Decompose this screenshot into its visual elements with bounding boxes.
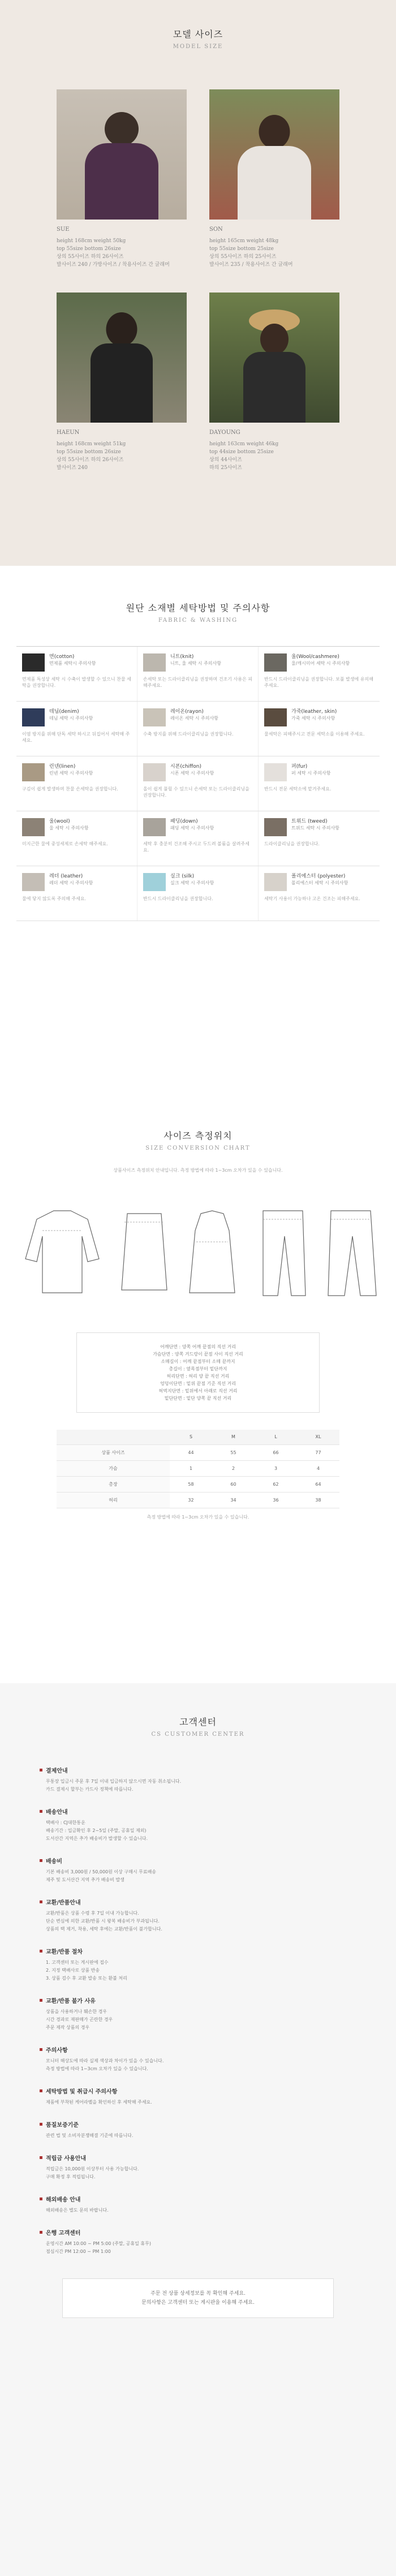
cs-item-heading: 적립금 사용안내 <box>46 2156 87 2162</box>
fabric-description: 세탁기 사용이 가능하나 고온 건조는 피해주세요. <box>264 896 360 901</box>
fabric-description: 올이 쉽게 풀릴 수 있으니 손세탁 또는 드라이클리닝을 권장합니다. <box>143 786 249 798</box>
fabric-name: 린넨(linen) <box>49 764 76 769</box>
fabric-swatch <box>264 763 287 781</box>
cs-list <box>40 1766 356 2256</box>
size-column-header: L <box>255 1430 297 1444</box>
cs-item-line: 기본 배송비 3,000원 / 50,000원 이상 구매시 무료배송 <box>46 1869 157 1874</box>
model-photo <box>57 89 187 220</box>
size-rule-line: 어깨단면 : 양쪽 어깨 끝점의 직선 거리 <box>160 1344 236 1349</box>
cs-item <box>40 2120 356 2140</box>
cs-section-title: 고객센터 <box>179 1717 217 1727</box>
fabric-cell <box>16 647 137 701</box>
cs-item-heading: 세탁방법 및 취급시 주의사항 <box>46 2089 118 2095</box>
fabric-swatch <box>143 653 166 672</box>
cs-item-line: 해외배송은 별도 문의 바랍니다. <box>46 2208 109 2213</box>
model-card <box>209 89 339 269</box>
fabric-cell <box>16 702 137 756</box>
fabric-subtitle: 울 세탁 시 주의사항 <box>49 825 89 831</box>
fabric-subtitle: 레더 세탁 시 주의사항 <box>49 880 93 885</box>
fabric-swatch <box>22 818 45 836</box>
bullet-icon <box>40 2156 42 2159</box>
cs-item <box>40 1996 356 2032</box>
cs-item-line: 제품에 부착된 케어라벨을 확인하신 후 세탁해 주세요. <box>46 2100 152 2105</box>
bullet-icon <box>40 2123 42 2126</box>
fabric-description: 반드시 드라이클리닝을 권장합니다. 보풀 발생에 유의해 주세요. <box>264 677 373 688</box>
fabric-subtitle: 울/캐시미어 세탁 시 주의사항 <box>291 661 350 666</box>
fabric-swatch <box>22 653 45 672</box>
fabric-section-subtitle: FABRIC & WASHING <box>158 617 238 623</box>
size-cell: 58 <box>170 1476 212 1492</box>
size-cell: 38 <box>297 1492 339 1508</box>
fabric-description: 수축 방지를 위해 드라이클리닝을 권장합니다. <box>143 732 234 737</box>
cs-item <box>40 2087 356 2106</box>
cs-section-subtitle: CS CUSTOMER CENTER <box>151 1731 245 1738</box>
size-table-row <box>57 1460 339 1476</box>
fabric-name: 퍼(fur) <box>291 764 308 769</box>
fabric-swatch <box>143 708 166 726</box>
fabric-name: 니트(knit) <box>170 654 194 660</box>
fabric-name: 데님(denim) <box>49 709 79 715</box>
fabric-description: 반드시 전문 세탁소에 맡겨주세요. <box>264 786 332 792</box>
fabric-name: 울(wool) <box>49 819 70 824</box>
size-note: 측정 방법에 따라 1~3cm 오차가 있을 수 있습니다. <box>147 1514 249 1520</box>
fabric-row <box>16 811 380 866</box>
cs-item-line: 점심시간 PM 12:00 ~ PM 1:00 <box>46 2249 111 2254</box>
cs-item <box>40 2228 356 2256</box>
cs-item-line: 택배사 : CJ대한통운 <box>46 1820 85 1825</box>
fabric-name: 면(cotton) <box>49 654 75 660</box>
size-table <box>57 1430 339 1508</box>
fabric-cell <box>259 756 380 811</box>
model-info: height 165cm weight 48kg top 55size bottom 25size 상의 55사이즈 하의 25사이즈 발사이즈 235 / 착용사이즈 간 글래머 <box>209 238 293 268</box>
model-info: height 163cm weight 46kg top 44size bottom 25size 상의 44사이즈 하의 25사이즈 <box>209 441 279 471</box>
fabric-description: 미지근한 물에 중성세제로 손세탁 해주세요. <box>22 841 108 846</box>
model-grid <box>57 89 339 472</box>
model-name: SON <box>209 226 223 233</box>
size-rule-line: 엉덩이단면 : 밑위 끝점 기준 직선 거리 <box>160 1381 236 1386</box>
cs-item <box>40 1898 356 1933</box>
model-info: height 168cm weight 50kg top 55size bottom 26size 상의 55사이즈 하의 26사이즈 발사이즈 240 / 가방사이즈 / 착용사이즈 간 글래머 <box>57 238 170 268</box>
size-cell: 66 <box>255 1444 297 1460</box>
cs-item-line: 적립금은 10,000원 이상부터 사용 가능합니다. <box>46 2166 139 2171</box>
fabric-swatch <box>143 818 166 836</box>
bullet-icon <box>40 1900 42 1903</box>
fabric-swatch <box>22 873 45 891</box>
cs-item <box>40 2195 356 2214</box>
cs-item-heading: 배송안내 <box>46 1809 68 1816</box>
cs-item-heading: 배송비 <box>46 1859 62 1865</box>
cs-item-line: 관련 법 및 소비자분쟁해결 기준에 따릅니다. <box>46 2133 134 2138</box>
size-cell: 32 <box>170 1492 212 1508</box>
size-cell: 3 <box>255 1460 297 1476</box>
fabric-subtitle: 트위드 세탁 시 주의사항 <box>291 825 339 831</box>
bullet-icon <box>40 2197 42 2200</box>
fabric-subtitle: 가죽 세탁 시 주의사항 <box>291 716 335 721</box>
fabric-swatch <box>22 763 45 781</box>
size-table-row <box>57 1476 339 1492</box>
size-rule-line: 총길이 : 옆목점부터 밑단까지 <box>169 1366 227 1371</box>
model-name: DAYOUNG <box>209 429 240 436</box>
fabric-cell <box>16 811 137 866</box>
fabric-description: 반드시 드라이클리닝을 권장합니다. <box>143 896 213 901</box>
size-cell: 1 <box>170 1460 212 1476</box>
model-info: height 168cm weight 51kg top 55size bottom 26size 상의 55사이즈 하의 26사이즈 발사이즈 240 <box>57 441 126 471</box>
cs-item-line: 측정 방법에 따라 1~3cm 오차가 있을 수 있습니다. <box>46 2066 148 2071</box>
fabric-cell <box>259 866 380 921</box>
fabric-cell <box>137 647 259 701</box>
garment-diagrams <box>14 1197 382 1310</box>
size-row-label: 허리 <box>57 1492 170 1508</box>
size-rules-box <box>76 1332 320 1413</box>
size-table-corner <box>57 1430 170 1444</box>
fabric-name: 패딩(down) <box>170 819 198 824</box>
size-cell: 55 <box>212 1444 255 1460</box>
model-card <box>57 89 187 269</box>
size-row-label: 총장 <box>57 1476 170 1492</box>
fabric-cell <box>259 811 380 866</box>
cs-item-line: 시간 경과로 재판매가 곤란한 경우 <box>46 2017 113 2022</box>
size-table-row <box>57 1492 339 1508</box>
size-cell: 77 <box>297 1444 339 1460</box>
fabric-cell <box>16 866 137 921</box>
cs-item-line: 무통장 입금시 주문 후 7일 이내 입금하지 않으시면 자동 취소됩니다. <box>46 1779 182 1784</box>
fabric-description: 물에 닿지 않도록 주의해 주세요. <box>22 896 87 901</box>
fabric-cell <box>137 702 259 756</box>
fabric-name: 실크 (silk) <box>170 874 195 879</box>
cs-item <box>40 2045 356 2073</box>
bullet-icon <box>40 1810 42 1813</box>
cs-item-line: 상품의 택 제거, 착용, 세탁 후에는 교환/반품이 불가합니다. <box>46 1926 162 1932</box>
cs-item <box>40 1807 356 1843</box>
model-size-section <box>0 0 396 566</box>
fabric-subtitle: 시폰 세탁 시 주의사항 <box>170 771 214 776</box>
fabric-swatch <box>264 818 287 836</box>
cs-item <box>40 2153 356 2181</box>
cs-section <box>0 1683 396 2576</box>
fabric-subtitle: 퍼 세탁 시 주의사항 <box>291 771 331 776</box>
fabric-description: 세탁 후 충분히 건조해 주시고 두드려 볼륨을 살려주세요. <box>143 841 249 853</box>
fabric-name: 가죽(leather, skin) <box>291 709 337 715</box>
size-column-header: S <box>170 1430 212 1444</box>
fabric-subtitle: 린넨 세탁 시 주의사항 <box>49 771 93 776</box>
size-cell: 64 <box>297 1476 339 1492</box>
size-table-row <box>57 1444 339 1460</box>
size-section-title: 사이즈 측정위치 <box>163 1130 233 1141</box>
fabric-description: 물세탁은 피해주시고 전문 세탁소를 이용해 주세요. <box>264 732 365 737</box>
cs-item-line: 1. 고객센터 또는 게시판에 접수 <box>46 1960 109 1965</box>
size-intro: 상품사이즈 측정위치 안내입니다. 측정 방법에 따라 1~3cm 오차가 있을 수 있습니다. <box>113 1168 283 1173</box>
bullet-icon <box>40 2089 42 2092</box>
cs-item-heading: 교환/반품안내 <box>46 1900 81 1906</box>
cs-item-line: 교환/반품은 상품 수령 후 7일 이내 가능합니다. <box>46 1911 139 1916</box>
size-cell: 34 <box>212 1492 255 1508</box>
cs-item-line: 배송기간 : 입금확인 후 2~5일 (주말, 공휴일 제외) <box>46 1828 147 1833</box>
model-section-subtitle: MODEL SIZE <box>173 44 223 50</box>
cs-item-line: 모니터 해상도에 따라 실제 색상과 차이가 있을 수 있습니다. <box>46 2058 164 2063</box>
cs-item-line: 상품을 사용하거나 훼손한 경우 <box>46 2009 107 2014</box>
fabric-table <box>16 646 380 921</box>
size-cell: 4 <box>297 1460 339 1476</box>
size-rule-line: 가슴단면 : 양쪽 겨드랑이 끝점 사이 직선 거리 <box>153 1352 243 1357</box>
bullet-icon <box>40 1769 42 1771</box>
cs-item-heading: 은행 고객센터 <box>46 2230 81 2237</box>
cs-item <box>40 1947 356 1982</box>
cs-item-heading: 주의사항 <box>46 2048 68 2054</box>
size-cell: 60 <box>212 1476 255 1492</box>
fabric-section <box>0 566 396 1100</box>
fabric-swatch <box>264 653 287 672</box>
cs-item-heading: 교환/반품 불가 사유 <box>46 1998 96 2005</box>
cs-item-line: 도서산간 지역은 추가 배송비가 발생할 수 있습니다. <box>46 1836 148 1841</box>
fabric-subtitle: 니트, 울 세탁 시 주의사항 <box>170 661 221 666</box>
cs-item <box>40 1766 356 1794</box>
cs-item-line: 제주 및 도서산간 지역 추가 배송비 발생 <box>46 1877 124 1882</box>
fabric-swatch <box>143 763 166 781</box>
fabric-description: 면제품 특성상 세탁 시 수축이 발생할 수 있으니 찬물 세탁을 권장합니다. <box>22 677 131 688</box>
fabric-name: 시폰(chiffon) <box>170 764 201 769</box>
size-row-label: 가슴 <box>57 1460 170 1476</box>
cs-item-heading: 품질보증기준 <box>46 2122 79 2128</box>
fabric-name: 레더 (leather) <box>49 874 83 879</box>
bullet-icon <box>40 1859 42 1862</box>
size-cell: 44 <box>170 1444 212 1460</box>
cs-item-line: 구매 확정 후 적립됩니다. <box>46 2174 96 2179</box>
fabric-swatch <box>22 708 45 726</box>
fabric-subtitle: 면제품 세탁시 주의사항 <box>49 661 96 666</box>
garment-diagram-icons <box>14 1197 382 1310</box>
fabric-description: 드라이클리닝을 권장합니다. <box>264 841 320 846</box>
fabric-cell <box>16 756 137 811</box>
cs-item-heading: 해외배송 안내 <box>46 2197 81 2203</box>
fabric-subtitle: 레이온 세탁 시 주의사항 <box>170 716 218 721</box>
fabric-subtitle: 패딩 세탁 시 주의사항 <box>170 825 214 831</box>
size-rule-line: 밑단단면 : 밑단 양쪽 끝 직선 거리 <box>164 1396 232 1401</box>
fabric-cell <box>137 811 259 866</box>
fabric-row <box>16 702 380 756</box>
size-section-subtitle: SIZE CONVERSION CHART <box>145 1145 251 1151</box>
cs-item-line: 2. 지정 택배사로 상품 반송 <box>46 1968 100 1973</box>
fabric-swatch <box>143 873 166 891</box>
fabric-subtitle: 폴리에스터 세탁 시 주의사항 <box>291 880 348 885</box>
bullet-icon <box>40 1999 42 2002</box>
fabric-section-title: 원단 소재별 세탁방법 및 주의사항 <box>126 603 270 613</box>
fabric-subtitle: 실크 세탁 시 주의사항 <box>170 880 214 885</box>
bullet-icon <box>40 2048 42 2051</box>
fabric-description: 손세탁 또는 드라이클리닝을 권장하며 건조기 사용은 피해주세요. <box>143 677 252 688</box>
size-column-header: XL <box>297 1430 339 1444</box>
fabric-name: 트위드 (tweed) <box>291 819 328 824</box>
model-photo <box>57 293 187 423</box>
fabric-cell <box>259 647 380 701</box>
model-section-title: 모델 사이즈 <box>173 29 223 40</box>
fabric-row <box>16 647 380 702</box>
cs-item-line: 주문 제작 상품의 경우 <box>46 2025 90 2030</box>
cs-item-heading: 결제안내 <box>46 1768 68 1774</box>
fabric-name: 폴리에스터 (polyester) <box>291 874 346 879</box>
bullet-icon <box>40 2231 42 2234</box>
cs-item-line: 단순 변심에 의한 교환/반품 시 왕복 배송비가 부과됩니다. <box>46 1919 160 1924</box>
fabric-row <box>16 756 380 811</box>
fabric-swatch <box>264 708 287 726</box>
cs-item-line: 3. 상품 검수 후 교환 발송 또는 환불 처리 <box>46 1976 127 1981</box>
fabric-description: 이염 방지를 위해 단독 세탁 하시고 뒤집어서 세탁해 주세요. <box>22 732 130 743</box>
fabric-name: 레이온(rayon) <box>170 709 204 715</box>
bullet-icon <box>40 1950 42 1953</box>
size-cell: 2 <box>212 1460 255 1476</box>
model-photo <box>209 293 339 423</box>
size-section <box>0 1100 396 1683</box>
size-rule-line: 소매길이 : 어깨 끝점부터 소매 끝까지 <box>161 1359 235 1364</box>
fabric-cell <box>137 756 259 811</box>
fabric-cell <box>137 866 259 921</box>
size-cell: 36 <box>255 1492 297 1508</box>
fabric-subtitle: 데님 세탁 시 주의사항 <box>49 716 93 721</box>
fabric-row <box>16 866 380 921</box>
fabric-name: 울(Wool/cashmere) <box>291 654 339 660</box>
cs-item-line: 카드 결제시 할부는 카드사 정책에 따릅니다. <box>46 1787 134 1792</box>
model-card <box>57 293 187 472</box>
size-column-header: M <box>212 1430 255 1444</box>
model-photo <box>209 89 339 220</box>
model-name: SUE <box>57 226 70 233</box>
model-card <box>209 293 339 472</box>
size-rule-line: 허벅지단면 : 밑위에서 아래로 직선 거리 <box>158 1388 238 1394</box>
size-rule-line: 허리단면 : 허리 양 끝 직선 거리 <box>166 1374 230 1379</box>
size-row-label: 상품 사이즈 <box>57 1444 170 1460</box>
cs-item-heading: 교환/반품 절차 <box>46 1949 83 1955</box>
cs-footer: 주문 전 상품 상세정보를 꼭 확인해 주세요. 문의사항은 고객센터 또는 게시판을 이용해 주세요. <box>62 2278 334 2318</box>
fabric-swatch <box>264 873 287 891</box>
cs-item-line: 운영시간 AM 10:00 ~ PM 5:00 (주말, 공휴일 휴무) <box>46 2241 151 2246</box>
size-cell: 62 <box>255 1476 297 1492</box>
fabric-cell <box>259 702 380 756</box>
model-name: HAEUN <box>57 429 80 436</box>
fabric-description: 구김이 쉽게 발생하며 찬물 손세탁을 권장합니다. <box>22 786 118 792</box>
cs-item <box>40 1856 356 1884</box>
size-table-header <box>57 1430 339 1444</box>
